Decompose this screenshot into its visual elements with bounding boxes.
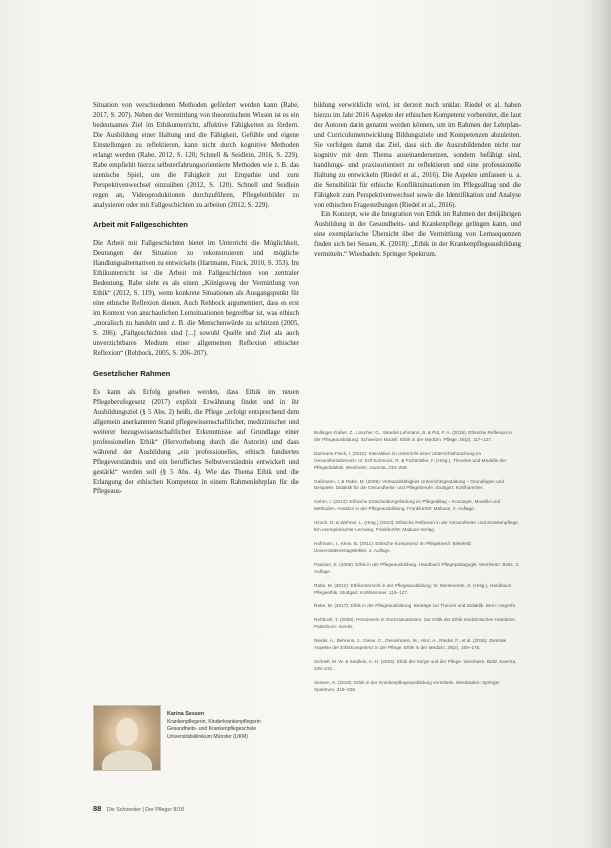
section-heading-fallgeschichten: Arbeit mit Fallgeschichten	[93, 220, 188, 230]
reference-item: Gaßmann, I. & Rabe, M. (2009): Verbandsfähigkeit Unterrichtsgestaltung – Grundlagen und Beispiele. Didaktik für die Gesundheits- und Pflegeberufe. Stuttgart: Kohlhammer.	[314, 478, 504, 491]
author-photo-shoulders	[102, 750, 152, 771]
author-photo	[93, 705, 161, 771]
reference-item: Riedel, A., Behrens, J., Giese, C., Geiselmann, M., Hinz, A., Riedel, F., et al. (2016): Zentrale Aspekte der Ethikkompetenz in der Pflege. Ethik in der Medizin, 28(2), 169–175.	[314, 638, 507, 651]
reference-item: Darmann-Finck, I. (2010): Interaktion im Unterricht einer Unterrichtsforschung im Gesundheitsbereich. In: Ertl-Schmuck, R. & Fichtmüller, F. (Hrsg.), Theorien und Modelle der Pflegedidaktik. Weinheim: Juventa, 233–259.	[314, 450, 507, 470]
reference-item: Hirsch, D. & Wehner, L. (Hrsg.) (2012): Ethische Reflexion in der Gesundheits- und Krankenpflege. Ein exemplarischer Lernweg. Frankfurt/M: Mabuse-Verlag.	[314, 520, 519, 533]
reference-item: Rabe, M. (2012): Ethikunterricht in der Pflegeausbildung. In: Monteverde, S. (Hrsg.), Handbuch Pflegeethik. Stuttgart: Kohlhammer, 119–127.	[314, 582, 512, 595]
author-info	[167, 711, 297, 741]
page-number: 88	[93, 804, 102, 813]
author-name: Karina Sessen	[167, 711, 205, 717]
reference-item: Rabe, M. (2017): Ethik in der Pflegeausbildung. Beiträge zur Theorie und Didaktik. Bern: Hogrefe.	[314, 603, 517, 609]
author-institution: Universitätsklinikum Münster (UKM)	[167, 733, 248, 740]
paragraph: Die Arbeit mit Fallgeschichten bietet im Unterricht die Möglichkeit, Deutungen der Situation zu rekonstruieren und mögliche Handlungsalternativen zu entwickeln (Hartmann, Finck, 2010, S. 353). Im Ethikunterricht ist die Arbeit mit Fallgeschichten von zentraler Bedeutung. Rabe sieht es als einen „Königsweg der Vermittlung von Ethik“ (2012, S. 119), wenn konkrete Situationen als Ausgangspunkt für eine ethische Reflexion dienen. Auch Rehbock argumentiert, dass es erst im Kontext von anschaulichen Lernsituationen begreifbar ist, was ethisch „moralisch zu handeln und z. B. die Menschenwürde zu schützen (2005, S. 206). „Fallgeschichten sind [...] sowohl Quelle und Ziel als auch unverzichtbares Medium einer allgemeinen Reflexion ethischer Reflexion“ (Rehbock, 2005, S. 206–207).	[93, 240, 299, 357]
reference-item: Bollinger-Gaßer, Z., Lüscher, G., Skardel Lehmann, B. & Pitt, F. A. (2018): Ethische Reflexion in der Pflegeausbildung: Schweizer Modell. Ethik in der Medizin. Pflege, 26(2), 117–127.	[314, 430, 513, 442]
author-role: Krankenpflegerin, Kinderkrankenpflegerin	[167, 719, 261, 726]
paragraph: Es kann als Erfolg gesehen werden, dass Ethik im neuen Pflegeberufegesetz (2017) explizit Erwähnung findet und in ihr Ausbildungsziel (§ 5 Abs. 2) heißt, die Pflege „erfolgt entsprechend dem allgemein anerkannten Stand pflegewissenschaftlicher, medizinischer und weiterer bezugswissenschaftlicher Erkenntnisse auf Grundlage einer professionellen Ethik“ (Hervorhebung durch die Autorin) und dass während der Ausbildung „ein professionelles, ethisch fundiertes Pflegeverständnis und ein berufliches Selbstverständnis entwickelt und gestärkt“ werden soll (§ 5 Abs. 4). Wie das Thema Ethik und die Erlangung der ethischen Kompetenz in einem Rahmenlehrplan für die Pflegeaus-	[93, 388, 299, 496]
section-heading-gesetzlicher-rahmen: Gesetzlicher Rahmen	[93, 368, 171, 378]
paragraph: bildung verwirklicht wird, ist derzeit noch unklar. Riedel et al. haben hierzu im Jahr 2016 Aspekte der ethischen Kompetenz vorbereitet, die laut der Autoren darin genannt werden können, um im Rahmen der Lehrplan- und Curriculumentwicklung Bildungsziele und Kompetenzen abzuleiten. Sie verfolgen damit das Ziel, dass sich die Auszubildenden nicht nur kognitiv mit dem Thema auseinandersetzen, sondern befähigt sind, handlungs- und praxisorientiert zu reflektieren und eine professionelle Haltung zu entwickeln (Riedel et al., 2016). Die Aspekte umfassen u. a. die Sensibilität für ethische Konfliktsituationen im Pflegealltag und die Fähigkeit zum Perspektivenwechsel sowie die Identifikation und Analyse von ethischen Fragestellungen (Riedel et al., 2016).	[314, 102, 521, 209]
reference-item: Hofmann, I., Klein, B. (2011): Ethische Kompetenz im Pflegeberuf. Bielefeld: UniversitätsVerlagWebler, 2. Auflage.	[314, 540, 472, 553]
page-fold-shadow	[583, 0, 611, 848]
right-text-column	[314, 101, 521, 260]
author-school: Gesundheits- und Krankenpflegeschule	[167, 726, 257, 733]
reference-list	[314, 430, 520, 701]
reference-item: Paulsen, E. (2008): Ethik in der Pflegeausbildung. Handbuch Pflegepädagogik. Weinheim: Beltz, 3. Auflage.	[314, 561, 520, 574]
magazine-name: Die Schwester | Der Pfleger 8/18	[106, 807, 184, 813]
reference-item: Sessen, K. (2018): Ethik in der Krankenpflegeausbildung vermitteln. Wiesbaden: Springer Spektrum, 318–328.	[314, 679, 500, 692]
paragraph: Situation von verschiedenen Methoden gefördert werden kann (Rabe, 2017, S. 207). Neben der Vermittlung von theoretischem Wissen ist es ein bedeutsames Ziel im Ethikunterricht, affektive Fähigkeiten zu fördern. Die Ausbildung einer Haltung und die Fähigkeit, Gefühle und eigene Einstellungen zu reflektieren, kann nicht durch kognitive Methoden erlangt werden (Rabe, 2012, S. 120; Schnell & Seidlein, 2016, S. 229). Rabe empfiehlt hierzu selbsterfahrungsorientierte Methoden wie z. B. das szenische Spiel, um die Fähigkeit zur Empathie und zum Perspektivenwechsel einzuüben (2012, S. 120). Schnell und Seidlein regen an, Videoproduktionen durchzuführen, Pflegeleitbilder zu analysieren oder mit Fallgeschichten zu arbeiten (2012, S. 229).	[93, 102, 299, 209]
left-text-column	[93, 101, 299, 497]
page-footer	[93, 804, 293, 813]
reference-item: Schnell, M. W. & Seidlein, A.-H. (2016): Ethik der Sorge und der Pflege. Weinheim: Beltz Juventa, 225–231.	[314, 658, 517, 671]
paragraph: Ein Konzept, wie die Integration von Ethik im Rahmen der dreijährigen Ausbildung in der Gesundheits- und Krankenpflege gelingen kann, und eine exemplarische Übersicht über die Vermittlung von Lernsequenzen finden sich bei Sessen, K. (2018): „Ethik in der Krankenpflegeausbildung vermitteln.“ Wiesbaden: Springer Spektrum.	[314, 211, 521, 259]
reference-item: Gehm, I. (2013): Ethische Entscheidungsfindung im Pflegealltag – Konzepte, Modelle und Methoden. Ansätze in der Pflegeausbildung. Frankfurt/M: Mabuse, 2. Auflage.	[314, 499, 501, 512]
reference-item: Rehbock, T. (2005): Personsein in Grenzsituationen: Zur Kritik der Ethik medizinischen Handelns. Paderborn: mentis.	[314, 617, 516, 630]
author-photo-face	[116, 718, 138, 746]
author-box	[93, 705, 299, 771]
